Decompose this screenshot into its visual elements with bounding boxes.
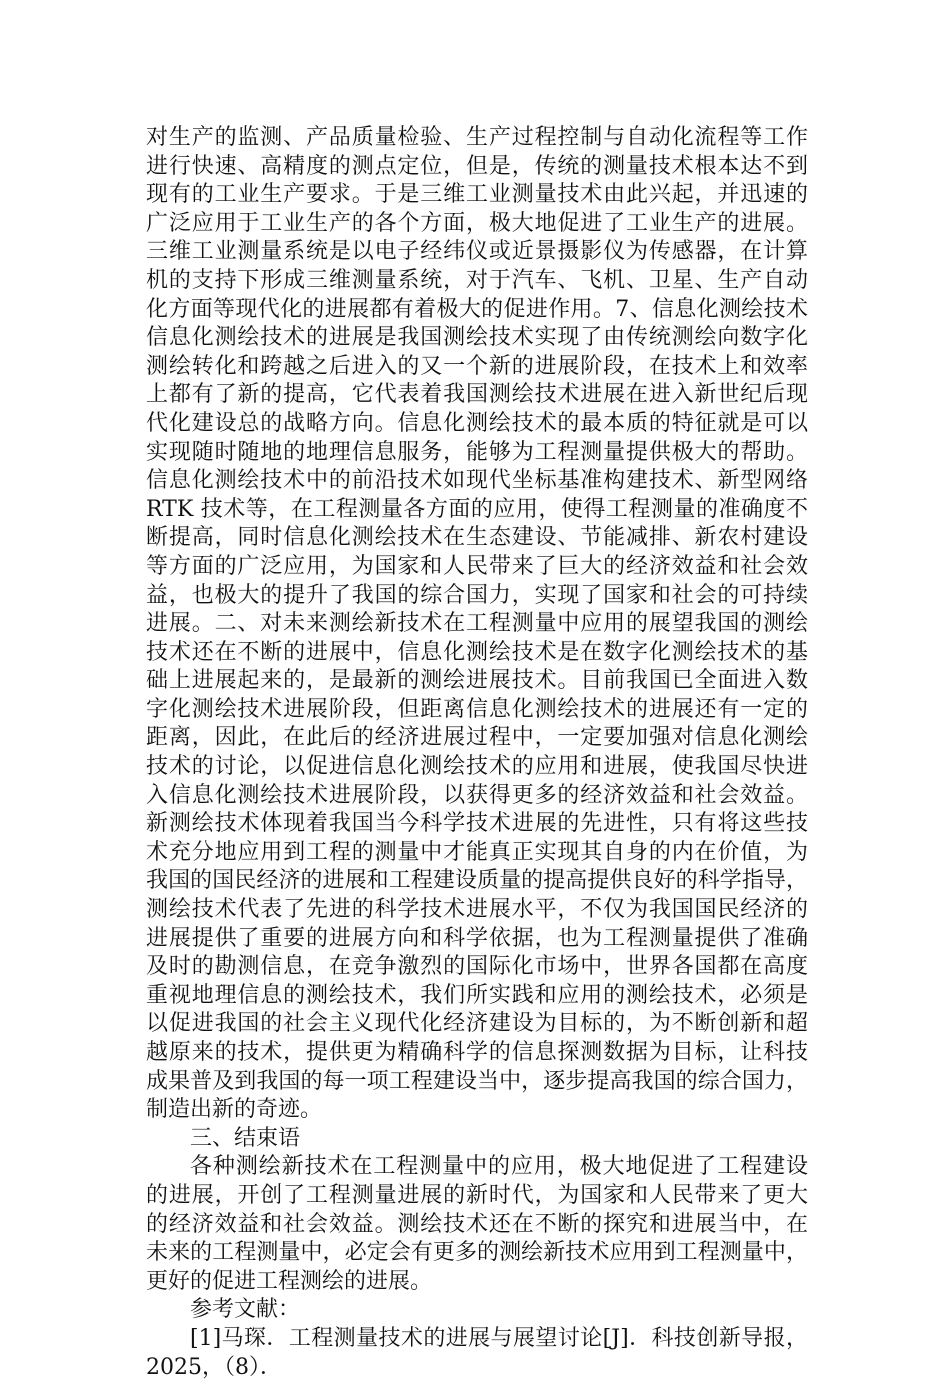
conclusion-line: 各种测绘新技术在工程测量中的应用，极大地促进了工程建设 bbox=[190, 1154, 808, 1180]
conclusion-line: 的经济效益和社会效益。测绘技术还在不断的探究和进展当中，在 bbox=[146, 1211, 808, 1237]
body-line: 上都有了新的提高，它代表着我国测绘技术进展在进入新世纪后现 bbox=[146, 382, 808, 408]
body-line: 益，也极大的提升了我国的综合国力，实现了国家和社会的可持续 bbox=[146, 582, 808, 608]
body-line: 及时的勘测信息，在竞争激烈的国际化市场中，世界各国都在高度 bbox=[146, 954, 808, 980]
body-line: 进展提供了重要的进展方向和科学依据，也为工程测量提供了准确 bbox=[146, 925, 808, 951]
body-line: 以促进我国的社会主义现代化经济建设为目标的，为不断创新和超 bbox=[146, 1011, 808, 1037]
body-line: 实现随时随地的地理信息服务，能够为工程测量提供极大的帮助。 bbox=[146, 439, 808, 465]
body-line: 三维工业测量系统是以电子经纬仪或近景摄影仪为传感器，在计算 bbox=[146, 239, 808, 265]
body-line: 机的支持下形成三维测量系统，对于汽车、飞机、卫星、生产自动 bbox=[146, 267, 808, 293]
body-line: 对生产的监测、产品质量检验、生产过程控制与自动化流程等工作 bbox=[146, 125, 808, 150]
body-line: 断提高，同时信息化测绘技术在生态建设、节能减排、新农村建设 bbox=[146, 525, 808, 551]
section-heading: 三、结束语 bbox=[190, 1125, 301, 1151]
conclusion-line: 未来的工程测量中，必定会有更多的测绘新技术应用到工程测量中， bbox=[146, 1240, 808, 1266]
references-section bbox=[146, 1296, 808, 1382]
body-line: 技术还在不断的进展中，信息化测绘技术是在数字化测绘技术的基 bbox=[146, 639, 808, 665]
body-line: 越原来的技术，提供更为精确科学的信息探测数据为目标，让科技 bbox=[146, 1040, 808, 1065]
body-line: 新测绘技术体现着我国当今科学技术进展的先进性，只有将这些技 bbox=[146, 811, 808, 837]
body-line: 测绘转化和跨越之后进入的又一个新的进展阶段，在技术上和效率 bbox=[146, 353, 808, 379]
body-line: RTK 技术等，在工程测量各方面的应用，使得工程测量的准确度不 bbox=[146, 496, 808, 522]
body-line: 测绘技术代表了先进的科学技术进展水平，不仅为我国国民经济的 bbox=[146, 897, 808, 923]
body-line: 信息化测绘技术的进展是我国测绘技术实现了由传统测绘向数字化 bbox=[146, 325, 808, 351]
body-line: 距离，因此，在此后的经济进展过程中，一定要加强对信息化测绘 bbox=[146, 725, 808, 751]
body-line: 术充分地应用到工程的测量中才能真正实现其自身的内在价值，为 bbox=[146, 839, 808, 865]
reference-item: 2025，（8）． bbox=[146, 1354, 282, 1380]
body-line: 进行快速、高精度的测点定位，但是，传统的测量技术根本达不到 bbox=[146, 153, 808, 179]
body-line: 进展。二、对未来测绘新技术在工程测量中应用的展望我国的测绘 bbox=[146, 611, 808, 637]
body-line: 制造出新的奇迹。 bbox=[146, 1097, 323, 1123]
conclusion-section bbox=[146, 1125, 808, 1297]
body-text bbox=[146, 124, 808, 1125]
conclusion-line: 的进展，开创了工程测量进展的新时代，为国家和人民带来了更大 bbox=[146, 1182, 808, 1208]
body-line: 重视地理信息的测绘技术，我们所实践和应用的测绘技术，必须是 bbox=[146, 982, 808, 1008]
body-line: 技术的讨论，以促进信息化测绘技术的应用和进展，使我国尽快进 bbox=[146, 754, 808, 780]
body-line: 我国的国民经济的进展和工程建设质量的提高提供良好的科学指导， bbox=[146, 868, 808, 894]
body-line: 代化建设总的战略方向。信息化测绘技术的最本质的特征就是可以 bbox=[146, 410, 808, 436]
body-line: 信息化测绘技术中的前沿技术如现代坐标基准构建技术、新型网络 bbox=[146, 468, 808, 494]
body-line: 现有的工业生产要求。于是三维工业测量技术由此兴起，并迅速的 bbox=[146, 182, 808, 208]
body-line: 入信息化测绘技术进展阶段，以获得更多的经济效益和社会效益。 bbox=[146, 782, 808, 808]
body-line: 等方面的广泛应用，为国家和人民带来了巨大的经济效益和社会效 bbox=[146, 553, 808, 579]
body-line: 化方面等现代化的进展都有着极大的促进作用。7、信息化测绘技术 bbox=[146, 296, 808, 322]
document-page bbox=[146, 124, 808, 1382]
conclusion-line: 更好的促进工程测绘的进展。 bbox=[146, 1268, 433, 1294]
body-line: 广泛应用于工业生产的各个方面，极大地促进了工业生产的进展。 bbox=[146, 210, 808, 236]
body-line: 字化测绘技术进展阶段，但距离信息化测绘技术的进展还有一定的 bbox=[146, 696, 808, 722]
references-heading: 参考文献： bbox=[190, 1297, 301, 1323]
reference-item: [1]马琛．工程测量技术的进展与展望讨论[J]．科技创新导报， bbox=[190, 1325, 808, 1351]
body-line: 础上进展起来的，是最新的测绘进展技术。目前我国已全面进入数 bbox=[146, 668, 808, 694]
body-line: 成果普及到我国的每一项工程建设当中，逐步提高我国的综合国力， bbox=[146, 1068, 808, 1094]
